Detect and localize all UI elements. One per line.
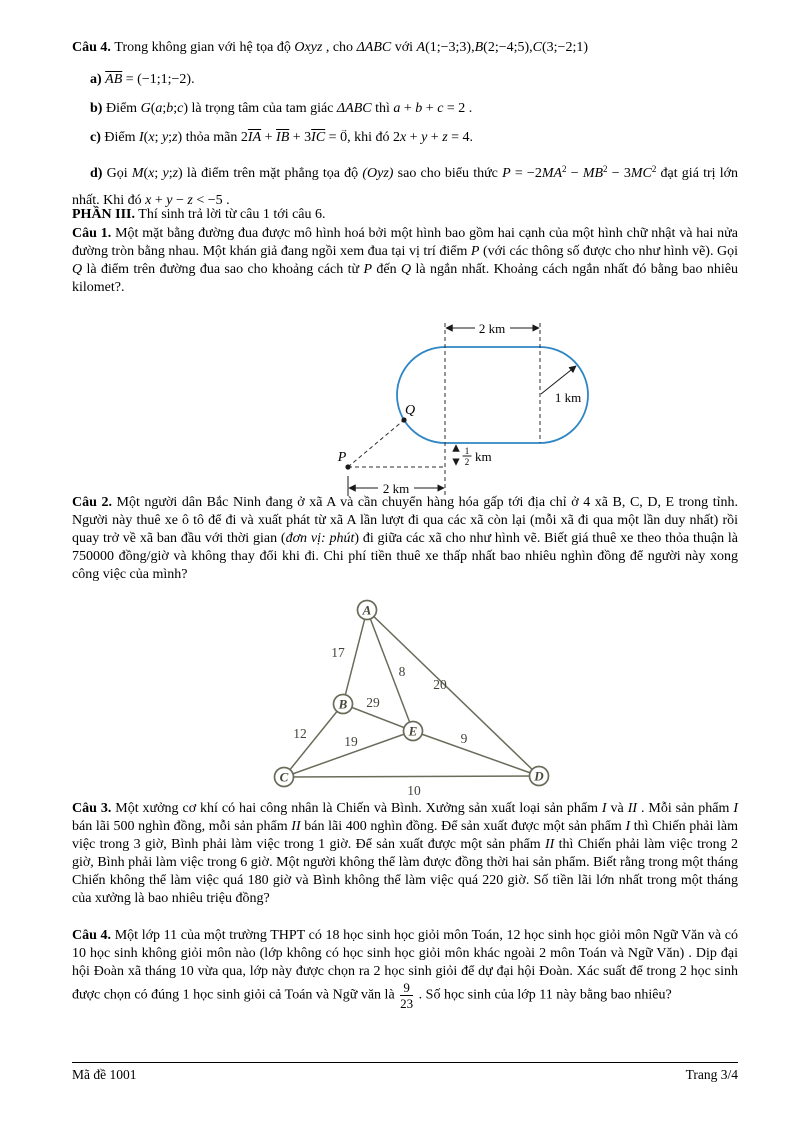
graph-edge-weight-AE: 8: [398, 664, 406, 679]
graph-edge-CD: [284, 776, 539, 777]
text-segment: I: [625, 819, 631, 834]
text-segment: a): [90, 72, 106, 87]
text-segment: x: [399, 130, 407, 145]
text-segment: ΔABC: [356, 40, 392, 55]
text-segment: . Số học sinh của lớp 11 này bằng bao nhiêu?: [415, 987, 672, 1003]
text-segment: P: [502, 166, 511, 181]
part-3-header: [72, 206, 738, 224]
graph-node-label-C: C: [279, 769, 289, 785]
graph-edge-weight-ED: 9: [460, 731, 468, 746]
text-segment: ,: [471, 40, 475, 55]
text-segment: +: [422, 101, 438, 116]
text-segment: ): [183, 101, 189, 116]
text-segment: = −2: [510, 166, 542, 181]
text-segment: + 3: [289, 130, 312, 145]
text-segment: x: [148, 166, 155, 181]
text-segment: Câu 3.: [72, 801, 112, 816]
graph-node-label-D: D: [534, 768, 544, 784]
text-segment: (2;−4;5): [483, 40, 530, 55]
question-4-bottom: [72, 927, 738, 1010]
text-segment: b: [415, 101, 423, 116]
racetrack-figure: [330, 318, 670, 510]
text-segment: c): [90, 130, 105, 145]
text-segment: với: [391, 40, 417, 55]
text-segment: ) đi giữa các xã cho như hình vẽ. Biết giá thuê xe theo thỏa thuận là 750000 đồng/giờ và không thay đổi khi đi. Chi phí tiền thuê xe thấp nhất bao nhiêu nghìn đồng để người này xong công việc của mình?: [72, 531, 739, 582]
text-segment: thì Chiến phải làm việc trong 2 giờ, Bình phải làm việc trong 6 giờ. Một người không thể làm được đồng thời hai sản phẩm. Biết rằng trong một tháng Chiến không thể làm việc quá 180 giờ và Bình không thể làm việc quá 220 giờ. Số tiền lãi lớn nhất trong một tháng của xưởng là bao nhiêu triệu đồng?: [72, 837, 738, 906]
text-segment: $\overline{AB}$: [105, 72, 123, 87]
text-segment: ;: [162, 101, 167, 116]
text-segment: +: [261, 130, 277, 145]
graph-edge-weight-CE: 19: [344, 734, 358, 749]
text-segment: z: [172, 130, 178, 145]
graph-node-label-E: E: [408, 723, 418, 739]
text-segment: Câu 2.: [72, 495, 112, 510]
text-segment: y: [161, 130, 169, 145]
radius-label: 1 km: [554, 390, 582, 405]
point-p-dot: [345, 464, 350, 469]
text-segment: [400, 981, 413, 1010]
text-segment: ;: [154, 166, 163, 181]
text-segment: 2: [562, 164, 567, 174]
text-segment: (với các thông số được cho như hình vẽ). Gọi: [479, 244, 738, 259]
text-segment: đến: [372, 262, 402, 277]
text-segment: I: [601, 801, 607, 816]
text-segment: là điểm trên đường đua sao cho khoảng cách từ: [82, 262, 364, 277]
text-segment: b): [90, 101, 106, 116]
text-segment: z: [187, 193, 193, 208]
text-segment: (Oyz): [362, 166, 394, 181]
point-p-label: P: [337, 450, 347, 465]
text-segment: < −5 .: [192, 193, 230, 208]
bottom-dim-label: 2 km: [382, 481, 410, 496]
text-segment: c: [177, 101, 184, 116]
text-segment: (3;−2;1): [542, 40, 588, 55]
text-segment: = 4.: [447, 130, 474, 145]
text-segment: (: [143, 130, 149, 145]
text-segment: bán lãi 500 nghìn đồng, mỗi sản phẩm: [72, 819, 292, 834]
text-segment: +: [406, 130, 422, 145]
text-segment: (: [150, 101, 156, 116]
text-segment: Trong không gian với hệ tọa độ: [114, 40, 295, 55]
text-segment: PHẦN III.: [72, 207, 136, 222]
top-dim-label: 2 km: [478, 321, 506, 336]
text-segment: = 2 .: [443, 101, 473, 116]
graph-node-label-B: B: [338, 696, 348, 712]
text-segment: , khi đó 2: [347, 130, 400, 145]
graph-edge-AE: [367, 610, 413, 731]
text-segment: − 3: [607, 166, 631, 181]
text-segment: Điểm: [104, 130, 139, 145]
text-segment: thỏa mãn 2: [182, 130, 248, 145]
text-segment: 0 →: [340, 123, 347, 152]
item-c: [72, 123, 738, 152]
text-segment: II: [627, 801, 638, 816]
graph-edge-weight-AB: 17: [331, 645, 345, 660]
text-segment: x: [148, 130, 155, 145]
text-segment: $\overline{IB}$: [276, 130, 290, 145]
text-segment: ): [177, 130, 183, 145]
text-segment: Gọi: [106, 166, 132, 181]
half-unit-label: km: [475, 449, 492, 464]
text-segment: và: [606, 801, 628, 816]
village-graph-figure: [268, 597, 568, 807]
text-segment: II: [291, 819, 301, 834]
text-segment: MA: [541, 166, 563, 181]
footer-page-number: Trang 3/4: [685, 1067, 738, 1082]
dashed-pq-line: [348, 420, 404, 467]
text-segment: Q: [72, 262, 83, 277]
text-segment: là ngắn nhất. Khoảng cách ngắn nhất đó bằng bao nhiêu kilomet?.: [72, 262, 738, 295]
text-segment: a: [393, 101, 401, 116]
text-segment: ,: [529, 40, 533, 55]
text-segment: Oxyz: [294, 40, 323, 55]
item-b: [72, 94, 738, 123]
text-segment: Câu 4.: [72, 40, 115, 55]
text-segment: Câu 4.: [72, 928, 112, 943]
text-segment: b: [166, 101, 174, 116]
text-segment: $\overline{IC}$: [311, 130, 326, 145]
text-segment: +: [427, 130, 443, 145]
fraction-numerator: 9: [400, 981, 413, 996]
text-segment: =: [325, 130, 341, 145]
text-segment: I: [139, 130, 144, 145]
text-segment: 2: [651, 164, 657, 174]
text-segment: x: [145, 193, 152, 208]
question-1: [72, 225, 738, 297]
footer-exam-code: Mã đề 1001: [72, 1067, 137, 1082]
text-segment: MB: [582, 166, 604, 181]
question-3: [72, 800, 738, 908]
text-segment: y: [166, 193, 173, 208]
text-segment: $\overline{IA}$: [247, 130, 262, 145]
text-segment: MC: [630, 166, 652, 181]
text-segment: 2: [603, 164, 608, 174]
text-segment: Một lớp 11 của một trường THPT có 18 học sinh học giỏi môn Toán, 12 học sinh học giỏi môn Ngữ Văn và có 10 học sinh không giỏi môn nào (lớp không có học sinh học giỏi môn khác ngoài 2 môn Toán và Ngữ Văn) . Dịp đại hội Đoàn xã tháng 10 vừa qua, lớp này được chọn ra 2 học sinh giỏi để dự đại hội Đoàn. Xác suất để trong 2 học sinh được chọn có đúng 1 học sinh giỏi cả Toán và Ngữ văn là: [72, 928, 739, 1003]
graph-edge-AD: [367, 610, 539, 776]
text-segment: = (−1;1;−2).: [122, 72, 195, 87]
fraction-denominator: 23: [400, 996, 414, 1011]
text-segment: z: [442, 130, 448, 145]
text-segment: z: [172, 166, 179, 181]
graph-node-label-A: A: [362, 602, 372, 618]
half-fraction-denominator: 2: [464, 457, 470, 467]
text-segment: P: [363, 262, 373, 277]
text-segment: đạt giá trị lớn nhất. Khi đó: [72, 166, 739, 208]
question-4-top: [72, 38, 738, 214]
text-segment: thì: [371, 101, 394, 116]
text-segment: G: [140, 101, 151, 116]
graph-edge-weight-AD: 20: [433, 677, 447, 692]
text-segment: d): [90, 166, 107, 181]
graph-edge-AB: [343, 610, 367, 704]
text-segment: Thí sinh trả lời từ câu 1 tới câu 6.: [135, 207, 326, 222]
text-segment: (1;−3;3): [425, 40, 472, 55]
text-segment: , cho: [322, 40, 357, 55]
text-segment: M: [131, 166, 144, 181]
text-segment: là điểm trên mặt phẳng tọa độ: [182, 166, 363, 181]
text-segment: (: [143, 166, 149, 181]
text-segment: B: [474, 40, 484, 55]
text-segment: ): [178, 166, 183, 181]
text-segment: −: [566, 166, 583, 181]
text-segment: +: [400, 101, 416, 116]
text-segment: Q: [401, 262, 412, 277]
text-segment: ;: [154, 130, 162, 145]
graph-edge-weight-BC: 12: [293, 726, 307, 741]
text-segment: Một người dân Bắc Ninh đang ở xã A và cần chuyển hàng hóa gấp tới địa chỉ ở 4 xã B, C, D, E trong tỉnh. Người này thuê xe ô tô để đi và xuất phát từ xã A lần lượt đi qua các xã còn lại (mỗi xã đi qua một lần duy nhất) rồi quay trở về xã ban đầu với thời gian (: [72, 495, 739, 546]
text-segment: ΔABC: [336, 101, 372, 116]
text-segment: −: [172, 193, 188, 208]
point-q-label: Q: [404, 403, 416, 418]
half-fraction-numerator: 1: [464, 446, 470, 456]
graph-edge-weight-BE: 29: [366, 695, 380, 710]
item-a: [72, 65, 738, 94]
question-4-intro: [72, 38, 738, 58]
text-segment: ;: [168, 166, 173, 181]
text-segment: Điểm: [105, 101, 141, 116]
question-4-items: [72, 65, 738, 214]
text-segment: c: [437, 101, 444, 116]
text-segment: P: [470, 244, 480, 259]
text-segment: Câu 1.: [72, 226, 112, 241]
text-segment: bán lãi 400 nghìn đồng. Để sản xuất được một sản phẩm: [300, 819, 626, 834]
text-segment: C: [532, 40, 542, 55]
text-segment: a: [155, 101, 163, 116]
text-segment: A: [416, 40, 426, 55]
text-segment: y: [421, 130, 428, 145]
text-segment: ;: [168, 130, 173, 145]
text-segment: +: [151, 193, 167, 208]
text-segment: y: [162, 166, 169, 181]
text-segment: là trọng tâm của tam giác: [188, 101, 337, 116]
text-segment: Một mặt bằng đường đua được mô hình hoá bởi một hình bao gồm hai cạnh của một hình chữ nhật và hai nửa đường tròn bằng nhau. Một khán giả đang ngồi xem đua tại vị trí điểm: [72, 226, 738, 259]
text-segment: . Mỗi sản phẩm: [637, 801, 734, 816]
text-segment: I: [733, 801, 738, 816]
footer-divider: [72, 1062, 738, 1063]
text-segment: ;: [173, 101, 178, 116]
question-2: [72, 494, 738, 584]
text-segment: thì Chiến phải làm việc trong 3 giờ, Bình phải làm việc trong 1 giờ. Để sản xuất được một sản phẩm: [72, 819, 738, 852]
text-segment: II: [544, 837, 555, 852]
graph-edge-ED: [413, 731, 539, 776]
text-segment: đơn vị: phút: [285, 531, 355, 546]
text-segment: Một xưởng cơ khí có hai công nhân là Chiến và Bình. Xưởng sản xuất loại sản phẩm: [111, 801, 602, 816]
graph-edge-weight-CD: 10: [407, 783, 421, 798]
point-q-dot: [401, 417, 406, 422]
text-segment: sao cho biểu thức: [393, 166, 503, 181]
